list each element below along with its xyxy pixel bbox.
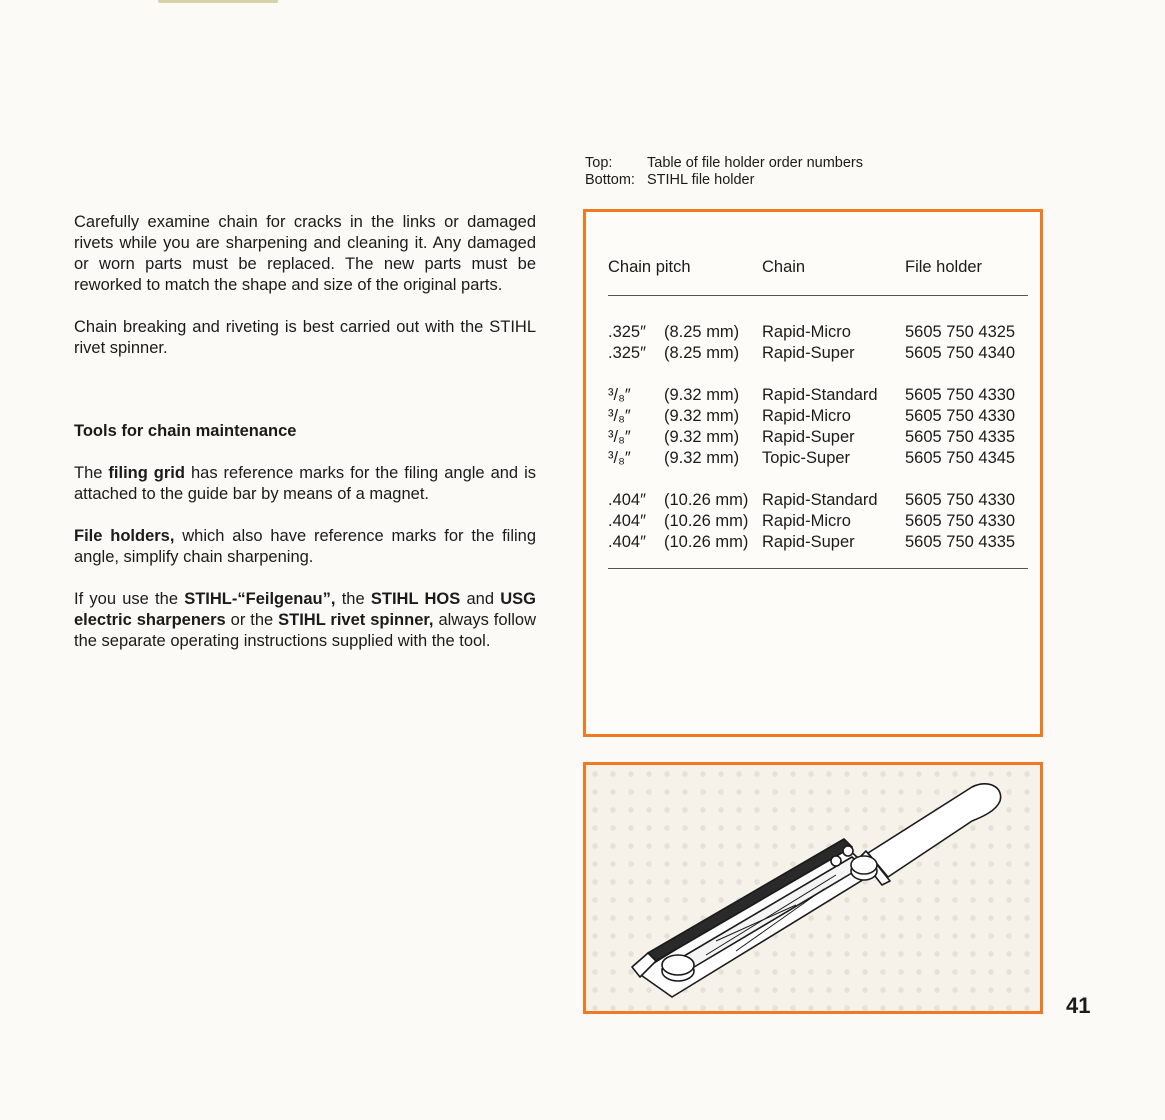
header-chain: Chain <box>762 258 806 276</box>
cell-chain: Rapid-Micro <box>762 407 851 425</box>
cell-mm: (9.32 mm) <box>664 428 740 446</box>
caption-top-key: Top: <box>585 155 613 171</box>
file-holder-drawing <box>586 765 1040 1011</box>
file-holder-illustration <box>583 762 1043 1014</box>
cell-pitch: .325″ <box>608 344 646 362</box>
table-row <box>608 322 1028 343</box>
cell-mm: (9.32 mm) <box>664 407 740 425</box>
paragraph-file-holders: File holders, which also have reference marks for the filing angle, simplify chain sharpening. <box>74 527 537 566</box>
cell-pitch: ³/₈″ <box>608 407 631 425</box>
handle-shape <box>868 784 1001 877</box>
file-holder-table <box>583 209 1043 737</box>
cell-pitch: .404″ <box>608 533 646 551</box>
cell-pitch: .404″ <box>608 512 646 530</box>
cell-chain: Rapid-Standard <box>762 491 878 509</box>
paragraph-inspect-chain: Carefully examine chain for cracks in the links or damaged rivets while you are sharpening and cleaning it. Any damaged or worn parts must be replaced. The new parts must be reworked to match the shape and size of the original parts. <box>74 213 536 294</box>
cell-chain: Rapid-Micro <box>762 512 851 530</box>
body-text <box>74 212 536 673</box>
cell-mm: (9.32 mm) <box>664 449 740 467</box>
cell-mm: (10.26 mm) <box>664 491 749 509</box>
figure-caption <box>585 155 863 189</box>
cell-mm: (10.26 mm) <box>664 512 749 530</box>
paragraph-rivet-spinner: Chain breaking and riveting is best carried out with the STIHL rivet spinner. <box>74 318 536 357</box>
page-number: 41 <box>1066 993 1091 1018</box>
cell-file-holder: 5605 750 4330 <box>905 407 1016 425</box>
table-header <box>608 258 1028 277</box>
cell-mm: (8.25 mm) <box>664 344 740 362</box>
cell-chain: Rapid-Super <box>762 344 855 362</box>
row-spacer <box>608 364 1028 385</box>
cell-chain: Rapid-Micro <box>762 323 851 341</box>
cell-file-holder: 5605 750 4330 <box>905 386 1016 404</box>
caption-bottom-key: Bottom: <box>585 172 635 188</box>
table-row <box>608 490 1028 511</box>
table-row <box>608 448 1028 469</box>
section-heading: Tools for chain maintenance <box>74 422 297 440</box>
cell-file-holder: 5605 750 4335 <box>905 428 1016 446</box>
cell-file-holder: 5605 750 4345 <box>905 449 1016 467</box>
cell-file-holder: 5605 750 4325 <box>905 323 1016 341</box>
cell-mm: (9.32 mm) <box>664 386 740 404</box>
caption-top-text: Table of file holder order numbers <box>647 155 864 171</box>
header-file-holder: File holder <box>905 258 983 276</box>
paragraph-sharpeners: If you use the STIHL-“Feilgenau”, the STIHL HOS and USG electric sharpeners or the STIHL rivet spinner, always follow the separate operating instructions supplied with the tool. <box>74 590 536 650</box>
caption-bottom-text: STIHL file holder <box>647 172 755 188</box>
cell-file-holder: 5605 750 4340 <box>905 344 1016 362</box>
cell-mm: (10.26 mm) <box>664 533 749 551</box>
paragraph-filing-grid: The filing grid has reference marks for the filing angle and is attached to the guide bar by means of a magnet. <box>74 464 536 503</box>
top-edge-mark <box>158 0 278 3</box>
cell-file-holder: 5605 750 4330 <box>905 491 1016 509</box>
screw-right <box>843 846 853 856</box>
table-row <box>608 427 1028 448</box>
header-chain-pitch: Chain pitch <box>608 258 691 276</box>
cell-pitch: .325″ <box>608 323 646 341</box>
cell-pitch: ³/₈″ <box>608 386 631 404</box>
cell-chain: Rapid-Super <box>762 533 855 551</box>
cell-chain: Topic-Super <box>762 449 851 467</box>
table-row <box>608 343 1028 364</box>
table-body <box>608 322 1028 553</box>
table-row <box>608 406 1028 427</box>
header-rule <box>608 295 1028 296</box>
row-spacer <box>608 469 1028 490</box>
cell-pitch: .404″ <box>608 491 646 509</box>
cell-pitch: ³/₈″ <box>608 449 631 467</box>
cell-mm: (8.25 mm) <box>664 323 740 341</box>
screw-left <box>831 856 841 866</box>
cell-file-holder: 5605 750 4330 <box>905 512 1016 530</box>
cell-pitch: ³/₈″ <box>608 428 631 446</box>
table-row <box>608 532 1028 553</box>
table-row <box>608 511 1028 532</box>
table-row <box>608 385 1028 406</box>
footer-rule <box>608 568 1028 569</box>
cell-file-holder: 5605 750 4335 <box>905 533 1016 551</box>
cell-chain: Rapid-Standard <box>762 386 878 404</box>
cell-chain: Rapid-Super <box>762 428 855 446</box>
